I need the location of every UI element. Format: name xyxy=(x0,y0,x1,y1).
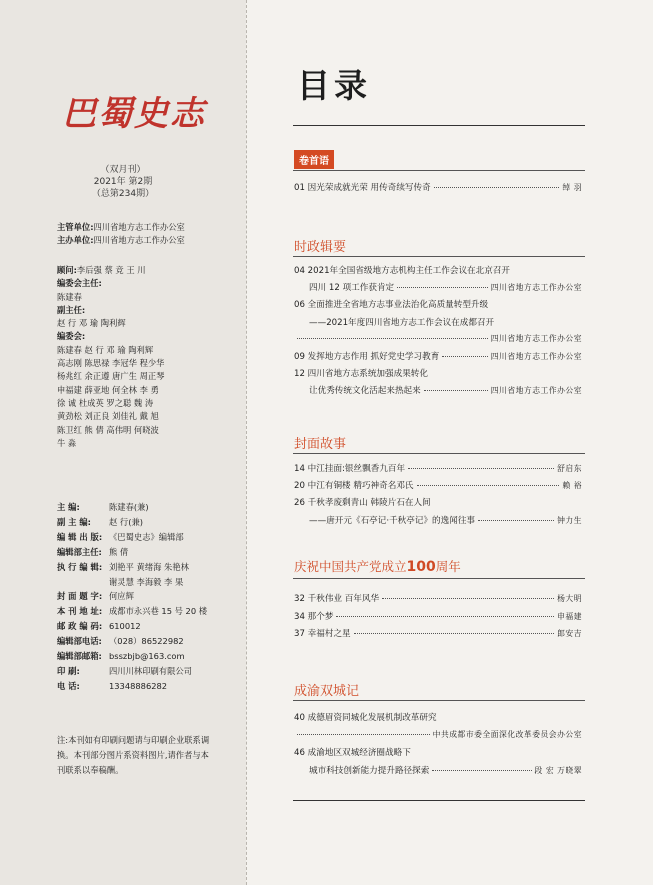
masthead-sponsors xyxy=(57,221,185,248)
detail-row xyxy=(57,649,207,664)
detail-row xyxy=(57,679,207,694)
member-line: 申福建 薛亚地 何全林 李 勇 xyxy=(57,384,159,395)
detail-label: 副 主 编: xyxy=(57,516,91,527)
section-title-5: 成渝双城记 xyxy=(294,684,360,699)
detail-value: 陈建春(兼) xyxy=(109,502,149,512)
section-4-suffix: 周年 xyxy=(435,559,461,574)
leader-dots xyxy=(297,734,430,735)
sponsor: 四川省地方志工作办公室 xyxy=(93,222,185,232)
toc-entry-author: 四川省地方志工作办公室 xyxy=(490,386,582,396)
detail-row xyxy=(57,545,207,560)
detail-value: bsszbjb@163.com xyxy=(109,651,185,662)
detail-value: 刘艳平 黄绪海 朱艳林 xyxy=(109,561,189,572)
toc-entry-title: ——唐开元《石亭记·千秋亭记》的逸闻往事 xyxy=(309,515,476,526)
toc-entry[interactable] xyxy=(294,462,582,474)
members-list xyxy=(57,344,164,450)
toc-entry[interactable] xyxy=(294,479,582,491)
toc-entry-title: 34 那个梦 xyxy=(294,611,334,622)
detail-value: 谢灵慧 李海毅 李 果 xyxy=(109,576,184,587)
frequency: （双月刊） xyxy=(100,165,146,175)
advisor-label: 顾问: xyxy=(57,265,77,275)
toc-entry-title: 01 因光荣成就光荣 用传奇续写传奇 xyxy=(294,183,431,193)
director: 陈建春 xyxy=(57,291,82,302)
member-line: 陈建春 赵 行 邓 瑜 陶利辉 xyxy=(57,344,154,355)
toc-entry-title: 20 中江有铜楼 精巧神奇名邓氏 xyxy=(294,481,414,492)
host: 四川省地方志工作办公室 xyxy=(93,235,185,246)
page-title: 目录 xyxy=(297,66,371,105)
toc-entry[interactable] xyxy=(309,764,582,776)
leader-dots xyxy=(397,287,488,288)
detail-value: 四川川林印刷有限公司 xyxy=(109,665,192,676)
toc-entry[interactable] xyxy=(294,729,582,740)
title-rule xyxy=(293,125,585,126)
detail-value: 成都市永兴巷 15 号 20 楼 xyxy=(109,606,208,617)
toc-entry-title: 04 2021年全国省级地方志机构主任工作会议在北京召开 xyxy=(294,266,511,276)
section-rule-4 xyxy=(293,578,585,579)
detail-row xyxy=(57,664,207,679)
note-line: 注:本刊如有印刷问题请与印刷企业联系调 xyxy=(57,735,210,745)
advisor: 李后强 蔡 竞 王 川 xyxy=(76,265,146,275)
detail-value: 赵 行(兼) xyxy=(109,516,144,527)
section-title-4 xyxy=(294,557,461,575)
section-rule-2 xyxy=(293,256,585,257)
vice-label: 副主任: xyxy=(57,304,86,315)
toc-entry[interactable] xyxy=(294,711,582,723)
toc-entry-author: 绰 羽 xyxy=(562,183,582,192)
leader-dots xyxy=(442,356,487,357)
leader-dots xyxy=(297,338,488,339)
toc-entry-title: 06 全面推进全省地方志事业法治化高质量转型升级 xyxy=(294,300,489,311)
leader-dots xyxy=(424,390,488,391)
detail-value: 何应辉 xyxy=(109,591,134,602)
member-line: 黄劲松 刘正良 刘佳礼 戴 旭 xyxy=(57,411,159,422)
member-line: 陈卫红 熊 倩 高伟明 何晓波 xyxy=(57,424,159,435)
member-line: 牛 淼 xyxy=(57,437,77,448)
detail-value: （028）86522982 xyxy=(109,636,184,647)
detail-row xyxy=(57,589,207,604)
detail-value: 13348886282 xyxy=(109,680,168,691)
detail-label: 电 话: xyxy=(57,680,80,691)
detail-row xyxy=(57,604,207,619)
toc-entry-title: 26 千秋孝废剩青山 韩陵片石在人间 xyxy=(294,498,431,509)
toc-entry-title: ——2021年度四川省地方志工作会议在成都召开 xyxy=(309,317,495,328)
detail-label: 执 行 编 辑: xyxy=(57,561,103,572)
toc-entry-title: 城市科技创新能力提升路径探索 xyxy=(309,765,430,776)
masthead-committee xyxy=(57,264,164,450)
leader-dots xyxy=(478,520,554,521)
detail-row xyxy=(57,560,207,575)
leader-dots xyxy=(336,616,554,617)
detail-label: 编 辑 出 版: xyxy=(57,531,103,542)
toc-entry[interactable] xyxy=(294,350,582,362)
detail-row xyxy=(57,575,207,590)
detail-label: 编辑部邮箱: xyxy=(57,651,102,662)
toc-entry[interactable] xyxy=(309,316,582,328)
section-rule-3 xyxy=(293,453,585,454)
masthead-details xyxy=(57,500,207,694)
section-badge: 卷首语 xyxy=(294,150,334,169)
toc-entry-author: 杨大明 xyxy=(557,594,582,603)
member-line: 徐 诚 杜成英 罗之聪 魏 涛 xyxy=(57,397,154,408)
host-label: 主办单位: xyxy=(57,235,94,246)
members-label: 编委会: xyxy=(57,331,86,342)
toc-entry-title: 32 千秋伟业 百年风华 xyxy=(294,594,380,604)
toc-entry[interactable] xyxy=(294,333,582,344)
toc-entry-author: 赖 裕 xyxy=(562,481,582,491)
toc-entry-title: 09 发挥地方志作用 抓好党史学习教育 xyxy=(294,352,440,362)
toc-entry-title: 让优秀传统文化活起来热起来 xyxy=(309,386,421,397)
section-rule-1 xyxy=(293,170,585,171)
detail-row xyxy=(57,515,207,530)
toc-entry[interactable] xyxy=(309,384,582,396)
detail-value: 熊 倩 xyxy=(109,546,129,557)
detail-label: 封 面 题 字: xyxy=(57,591,103,602)
detail-label: 邮 政 编 码: xyxy=(57,621,103,632)
toc-entry-author: 郎安吉 xyxy=(557,629,582,638)
member-line: 高志刚 陈思禄 李冠华 程少华 xyxy=(57,358,165,369)
leader-dots xyxy=(434,187,560,188)
detail-label: 主 编: xyxy=(57,502,80,512)
detail-row xyxy=(57,634,207,649)
toc-entry[interactable] xyxy=(294,496,582,508)
section-4-text: 庆祝中国共产党成立 xyxy=(294,559,407,574)
toc-entry[interactable] xyxy=(294,298,582,310)
detail-value: 《巴蜀史志》编辑部 xyxy=(109,531,184,542)
leader-dots xyxy=(432,770,531,771)
toc-entry[interactable] xyxy=(294,592,582,604)
note-line: 刊联系以奉稿酬。 xyxy=(57,765,124,775)
toc-entry-author: 段 宏 万晓翠 xyxy=(534,765,582,775)
toc-entry-author: 四川省地方志工作办公室 xyxy=(490,352,582,361)
detail-row xyxy=(57,619,207,634)
section-title-3: 封面故事 xyxy=(294,437,347,452)
toc-entry-author: 中共成都市委全面深化改革委员会办公室 xyxy=(432,729,582,739)
toc-entry[interactable] xyxy=(294,610,582,622)
toc-entry-title: 四川 12 项工作获肯定 xyxy=(309,283,395,294)
detail-label: 编辑部主任: xyxy=(57,546,102,557)
toc-entry-author: 舒启东 xyxy=(557,464,582,473)
toc-entry-title: 37 幸福村之星 xyxy=(294,629,351,639)
detail-row xyxy=(57,530,207,545)
toc-entry-title: 46 成渝地区双城经济圈战略下 xyxy=(294,748,411,758)
section-title-2: 时政辑要 xyxy=(294,240,347,255)
leader-dots xyxy=(382,598,554,599)
toc-entry-author: 钟力生 xyxy=(557,515,582,525)
toc-entry[interactable] xyxy=(294,264,582,276)
toc-entry[interactable] xyxy=(294,367,582,379)
toc-entry[interactable] xyxy=(294,181,582,193)
detail-label: 编辑部电话: xyxy=(57,636,102,647)
sponsor-label: 主管单位: xyxy=(57,222,94,232)
toc-entry-author: 四川省地方志工作办公室 xyxy=(490,283,582,293)
toc-entry-title: 14 中江挂面:银丝飘香九百年 xyxy=(294,464,406,474)
toc-entry-author: 申福建 xyxy=(557,611,582,621)
toc-entry[interactable] xyxy=(294,627,582,639)
detail-label: 印 刷: xyxy=(57,665,80,676)
toc-entry-title: 40 成德眉资同城化发展机制改革研究 xyxy=(294,713,437,723)
leader-dots xyxy=(417,485,560,486)
toc-entry-title: 12 四川省地方志系统加强成果转化 xyxy=(294,369,428,380)
detail-value: 610012 xyxy=(109,621,141,632)
toc-entry[interactable] xyxy=(309,514,582,526)
masthead-notes xyxy=(57,733,209,778)
member-line: 杨兆红 余正遵 唐广生 周正琴 xyxy=(57,371,165,382)
vice: 赵 行 邓 瑜 陶利辉 xyxy=(57,318,126,329)
director-label: 编委会主任: xyxy=(57,278,102,289)
magazine-logo: 巴蜀史志 xyxy=(62,94,206,134)
section-rule-5 xyxy=(293,700,585,701)
toc-entry[interactable] xyxy=(294,746,582,758)
detail-row xyxy=(57,500,207,515)
issue-number: 2021年 第2期 xyxy=(93,177,153,187)
leader-dots xyxy=(354,633,554,634)
section-4-number: 100 xyxy=(406,559,436,575)
detail-label: 本 刊 地 址: xyxy=(57,606,103,617)
total-issue: （总第234期） xyxy=(91,189,155,199)
leader-dots xyxy=(408,468,554,469)
bottom-rule xyxy=(293,800,585,801)
column-divider xyxy=(246,0,247,885)
toc-entry[interactable] xyxy=(309,281,582,293)
note-line: 换。本刊部分图片系资料图片,请作者与本 xyxy=(57,750,209,760)
toc-entry-author: 四川省地方志工作办公室 xyxy=(490,333,582,343)
